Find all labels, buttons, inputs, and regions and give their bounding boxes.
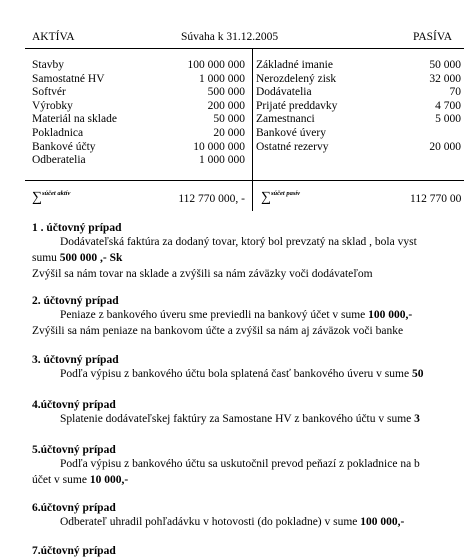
pasiva-item-value: 5 000	[435, 113, 461, 126]
case-text: Splatenie dodávateľskej faktúry za Samostane HV z bankového účtu v sume	[60, 413, 415, 425]
case-title: 2. účtovný prípad	[32, 295, 119, 307]
case-text-line	[32, 253, 122, 265]
pasiva-item-label: Základné imanie	[256, 59, 333, 71]
pasiva-item-label: Nerozdelený zisk	[256, 72, 337, 85]
case-text-line	[60, 414, 420, 426]
pasiva-item-value: 4 700	[435, 99, 461, 112]
pasiva-total-sup: súčet pasív	[270, 190, 301, 197]
aktiva-total-sup: súčet aktív	[41, 190, 71, 197]
case-amount: 10 000,-	[89, 474, 129, 486]
pasiva-total-value: 112 770 00	[410, 193, 462, 205]
case-text-line	[60, 517, 404, 529]
aktiva-item-value: 20 000	[213, 127, 245, 139]
case-text-line	[32, 475, 128, 487]
case-text-line	[60, 237, 417, 249]
pasiva-item-label: Prijaté preddavky	[256, 99, 338, 112]
balance-sheet-title: Súvaha k 31.12.2005	[181, 31, 279, 43]
case-title: 7.účtovný prípad	[32, 545, 116, 557]
case-amount: 100 000,-	[368, 309, 413, 321]
pasiva-header: PASÍVA	[413, 31, 452, 43]
pasiva-item-label: Dodávatelia	[256, 86, 312, 99]
column-divider	[252, 48, 253, 211]
pasiva-item-label: Ostatné rezervy	[256, 140, 329, 153]
aktiva-item-value: 1 000 000	[199, 72, 245, 85]
case-text-line	[32, 326, 403, 338]
case-text-line	[32, 269, 373, 281]
case-amount: 50	[411, 368, 424, 380]
case-title: 1 . účtovný prípad	[32, 222, 122, 234]
case-text-line	[60, 459, 420, 471]
aktiva-item-value: 10 000 000	[193, 140, 245, 153]
aktiva-item-label: Odberatelia	[32, 154, 86, 167]
case-amount: 100 000,-	[360, 516, 405, 528]
aktiva-item-label: Stavby	[32, 59, 64, 71]
pasiva-item-value: 50 000	[429, 59, 461, 71]
case-text: Podľa výpisu z bankového účtu bola splatená časť bankového úveru v sume	[60, 368, 412, 380]
case-text: Podľa výpisu z bankového účtu sa uskutočnil prevod peňazí z pokladnice na b	[60, 458, 420, 470]
pasiva-item-value: 32 000	[429, 72, 461, 85]
aktiva-item-value: 50 000	[213, 113, 245, 126]
case-text: sumu	[32, 252, 60, 264]
case-text: Zvýšil sa nám tovar na sklade a zvýšili sa nám záväzky voči dodávateľom	[32, 268, 373, 280]
aktiva-item-value: 500 000	[207, 86, 245, 99]
aktiva-item-label: Pokladnica	[32, 127, 84, 139]
totals-rule	[25, 180, 464, 181]
aktiva-item-value: 1 000 000	[199, 154, 245, 167]
case-text: Zvýšili sa nám peniaze na bankovom účte a zvýšil sa nám aj záväzok voči banke	[32, 325, 404, 337]
case-amount: 3	[414, 413, 420, 425]
aktiva-item-label: Softvér	[32, 86, 66, 99]
sigma-symbol: ∑	[261, 190, 271, 205]
case-title: 6.účtovný prípad	[32, 502, 116, 514]
pasiva-item-value: 70	[449, 86, 461, 99]
aktiva-total-label	[32, 191, 70, 205]
case-text: účet v sume	[32, 474, 90, 486]
aktiva-item-label: Výrobky	[32, 99, 73, 112]
aktiva-total-value: 112 770 000, -	[178, 193, 245, 205]
aktiva-item-label: Materiál na sklade	[32, 113, 117, 126]
pasiva-item-value: 20 000	[429, 140, 461, 153]
case-title: 4.účtovný prípad	[32, 399, 116, 411]
case-text-line	[60, 369, 423, 381]
aktiva-item-value: 100 000 000	[187, 59, 245, 71]
case-text-line	[60, 310, 412, 322]
case-amount: 500 000 ,- Sk	[59, 252, 123, 264]
aktiva-item-label: Bankové účty	[32, 140, 96, 153]
case-text: Odberateľ uhradil pohľadávku v hotovosti (do pokladne) v sume	[60, 516, 361, 528]
pasiva-item-label: Bankové úvery	[256, 127, 326, 139]
aktiva-item-label: Samostatné HV	[32, 72, 105, 85]
sigma-symbol: ∑	[32, 190, 42, 205]
case-text: Peniaze z bankového úveru sme previedli na bankový účet v sume	[60, 309, 369, 321]
case-text: Dodávateľská faktúra za dodaný tovar, ktorý bol prevzatý na sklad , bola vyst	[60, 236, 417, 248]
pasiva-item-label: Zamestnanci	[256, 113, 315, 126]
aktiva-item-value: 200 000	[207, 99, 245, 112]
aktiva-header: AKTÍVA	[32, 31, 75, 43]
header-rule	[25, 48, 464, 49]
case-title: 5.účtovný prípad	[32, 444, 116, 456]
pasiva-total-label	[261, 191, 300, 205]
case-title: 3. účtovný prípad	[32, 354, 119, 366]
